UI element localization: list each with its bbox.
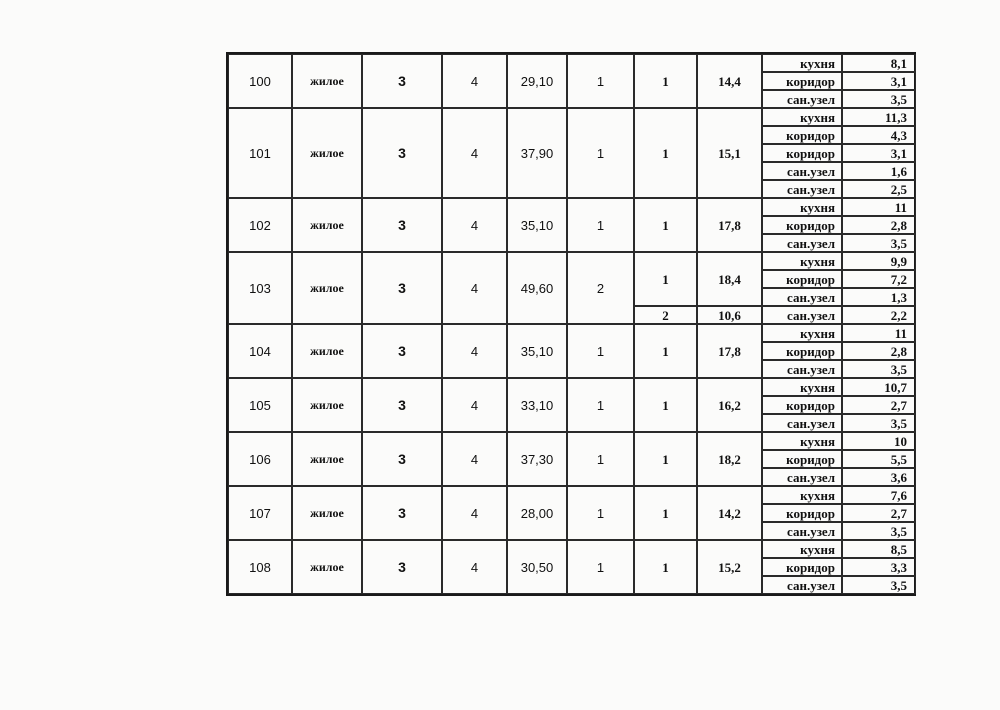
living-room-area-text: 10,6: [718, 307, 741, 323]
aux-room-name: [762, 432, 842, 450]
aux-room-name: [762, 396, 842, 414]
aux-room-name: [762, 252, 842, 270]
aux-room-name: [762, 162, 842, 180]
floor-number-text: 3: [398, 397, 406, 413]
column-4-value-text: 4: [470, 343, 479, 359]
aux-room-area: [842, 126, 916, 144]
aux-room-name: [762, 324, 842, 342]
living-room-index-text: 1: [662, 271, 669, 287]
aux-room-name-text: коридор: [786, 127, 835, 143]
aux-room-area: [842, 144, 916, 162]
aux-room-name: [762, 342, 842, 360]
apartment-type-text: жилое: [310, 560, 344, 574]
total-area-text: 49,60: [520, 280, 554, 296]
aux-room-name: [762, 378, 842, 396]
column-4-value-text: 4: [470, 73, 479, 89]
aux-room-area-text: 3,5: [890, 577, 907, 593]
living-room-index: [634, 486, 697, 540]
aux-room-name: [762, 576, 842, 594]
aux-room-name: [762, 504, 842, 522]
living-room-area: [697, 486, 762, 540]
apartment-type-text: жилое: [310, 452, 344, 466]
aux-room-name: [762, 450, 842, 468]
column-4-value-text: 4: [470, 280, 479, 296]
living-room-index: [634, 306, 697, 324]
aux-room-name-text: сан.узел: [787, 181, 835, 197]
aux-room-name-text: кухня: [800, 325, 835, 341]
aux-room-name: [762, 144, 842, 162]
apartment-number-text: 100: [249, 73, 271, 89]
floor-number: [362, 324, 442, 378]
aux-room-name: [762, 288, 842, 306]
living-room-index: [634, 378, 697, 432]
column-4-value-text: 4: [470, 559, 479, 575]
aux-room-area-text: 5,5: [890, 451, 907, 467]
apartment-number-text: 106: [249, 451, 271, 467]
total-area-text: 28,00: [520, 505, 554, 521]
total-area: [507, 54, 567, 108]
column-4-value-text: 4: [470, 451, 479, 467]
aux-room-name: [762, 360, 842, 378]
aux-room-area: [842, 558, 916, 576]
total-area-text: 29,10: [520, 73, 554, 89]
living-room-area-text: 17,8: [718, 217, 741, 233]
aux-room-area: [842, 504, 916, 522]
living-room-index: [634, 54, 697, 108]
apartment-type-text: жилое: [310, 146, 344, 160]
aux-room-name-text: сан.узел: [787, 523, 835, 539]
room-count-text: 1: [596, 217, 605, 233]
total-area: [507, 324, 567, 378]
apartments-table: [226, 52, 916, 596]
apartment-type-text: жилое: [310, 344, 344, 358]
floor-number: [362, 252, 442, 324]
aux-room-area: [842, 396, 916, 414]
apartment-type-text: жилое: [310, 281, 344, 295]
aux-room-area: [842, 108, 916, 126]
aux-room-area: [842, 378, 916, 396]
aux-room-area-text: 3,1: [890, 145, 907, 161]
aux-room-name-text: кухня: [800, 253, 835, 269]
apartment-number: [228, 252, 292, 324]
living-room-index-text: 1: [662, 343, 669, 359]
aux-room-area: [842, 252, 916, 270]
living-room-area: [697, 54, 762, 108]
column-4-value: [442, 108, 507, 198]
room-count: [567, 252, 634, 324]
living-room-index: [634, 324, 697, 378]
aux-room-name-text: кухня: [800, 379, 835, 395]
aux-room-area: [842, 216, 916, 234]
aux-room-area: [842, 72, 916, 90]
aux-room-area-text: 2,7: [890, 397, 907, 413]
living-room-index-text: 2: [662, 307, 669, 323]
column-4-value: [442, 54, 507, 108]
aux-room-name: [762, 414, 842, 432]
column-4-value-text: 4: [470, 145, 479, 161]
aux-room-name: [762, 126, 842, 144]
aux-room-name-text: сан.узел: [787, 577, 835, 593]
aux-room-name-text: коридор: [786, 397, 835, 413]
living-room-area-text: 15,2: [718, 559, 741, 575]
room-count: [567, 198, 634, 252]
living-room-area: [697, 540, 762, 594]
apartment-type: [292, 432, 362, 486]
floor-number-text: 3: [398, 559, 406, 575]
apartment-number-text: 107: [249, 505, 271, 521]
aux-room-area-text: 3,3: [890, 559, 907, 575]
aux-room-name: [762, 198, 842, 216]
room-count-text: 2: [596, 280, 605, 296]
aux-room-area-text: 3,5: [890, 91, 907, 107]
apartment-type: [292, 54, 362, 108]
aux-room-area: [842, 198, 916, 216]
floor-number: [362, 198, 442, 252]
living-room-index-text: 1: [662, 451, 669, 467]
aux-room-area-text: 3,1: [890, 73, 907, 89]
apartment-number-text: 103: [249, 280, 271, 296]
apartment-type: [292, 252, 362, 324]
column-4-value: [442, 378, 507, 432]
living-room-area-text: 15,1: [718, 145, 741, 161]
apartment-number-text: 101: [249, 145, 271, 161]
room-count: [567, 486, 634, 540]
column-4-value: [442, 432, 507, 486]
aux-room-name-text: сан.узел: [787, 415, 835, 431]
room-count-text: 1: [596, 73, 605, 89]
room-count-text: 1: [596, 343, 605, 359]
living-room-area-text: 18,2: [718, 451, 741, 467]
aux-room-area: [842, 576, 916, 594]
aux-room-area: [842, 522, 916, 540]
aux-room-name-text: кухня: [800, 433, 835, 449]
aux-room-area-text: 10: [894, 433, 907, 449]
aux-room-area-text: 3,6: [890, 469, 907, 485]
column-4-value-text: 4: [470, 397, 479, 413]
apartment-type-text: жилое: [310, 506, 344, 520]
aux-room-area-text: 2,7: [890, 505, 907, 521]
aux-room-name: [762, 522, 842, 540]
aux-room-area-text: 3,5: [890, 235, 907, 251]
living-room-index-text: 1: [662, 73, 669, 89]
aux-room-name-text: сан.узел: [787, 307, 835, 323]
aux-room-name-text: коридор: [786, 559, 835, 575]
aux-room-area: [842, 540, 916, 558]
total-area-text: 35,10: [520, 217, 554, 233]
aux-room-name-text: коридор: [786, 73, 835, 89]
living-room-area-text: 14,2: [718, 505, 741, 521]
apartment-number-text: 105: [249, 397, 271, 413]
apartment-number: [228, 540, 292, 594]
aux-room-name-text: сан.узел: [787, 361, 835, 377]
total-area: [507, 486, 567, 540]
aux-room-area: [842, 324, 916, 342]
living-room-area-text: 14,4: [718, 73, 741, 89]
aux-room-name: [762, 234, 842, 252]
aux-room-name-text: коридор: [786, 451, 835, 467]
aux-room-name-text: сан.узел: [787, 289, 835, 305]
aux-room-name: [762, 270, 842, 288]
room-count-text: 1: [596, 397, 605, 413]
apartment-number: [228, 108, 292, 198]
column-4-value: [442, 252, 507, 324]
living-room-area: [697, 198, 762, 252]
aux-room-area: [842, 90, 916, 108]
total-area: [507, 432, 567, 486]
column-4-value: [442, 198, 507, 252]
aux-room-name-text: сан.узел: [787, 235, 835, 251]
total-area: [507, 378, 567, 432]
room-count: [567, 540, 634, 594]
aux-room-area-text: 7,6: [890, 487, 907, 503]
living-room-index-text: 1: [662, 145, 669, 161]
aux-room-name-text: сан.узел: [787, 163, 835, 179]
aux-room-name: [762, 306, 842, 324]
aux-room-name: [762, 54, 842, 72]
aux-room-area: [842, 342, 916, 360]
aux-room-name-text: кухня: [800, 199, 835, 215]
column-4-value-text: 4: [470, 217, 479, 233]
column-4-value: [442, 486, 507, 540]
aux-room-name-text: коридор: [786, 343, 835, 359]
total-area: [507, 198, 567, 252]
floor-number-text: 3: [398, 343, 406, 359]
apartment-type: [292, 198, 362, 252]
living-room-index: [634, 108, 697, 198]
aux-room-area: [842, 288, 916, 306]
total-area: [507, 108, 567, 198]
room-count-text: 1: [596, 145, 605, 161]
living-room-area: [697, 108, 762, 198]
room-count: [567, 108, 634, 198]
aux-room-name: [762, 486, 842, 504]
room-count: [567, 378, 634, 432]
total-area-text: 35,10: [520, 343, 554, 359]
living-room-area-text: 17,8: [718, 343, 741, 359]
floor-number-text: 3: [398, 145, 406, 161]
aux-room-name: [762, 108, 842, 126]
aux-room-area-text: 4,3: [890, 127, 907, 143]
aux-room-area-text: 11,3: [884, 109, 907, 125]
aux-room-name: [762, 540, 842, 558]
column-4-value-text: 4: [470, 505, 479, 521]
aux-room-area: [842, 306, 916, 324]
aux-room-area-text: 3,5: [890, 523, 907, 539]
living-room-area-text: 18,4: [718, 271, 741, 287]
living-room-index: [634, 198, 697, 252]
apartment-number: [228, 432, 292, 486]
apartment-type-text: жилое: [310, 74, 344, 88]
aux-room-name: [762, 558, 842, 576]
aux-room-area-text: 9,9: [890, 253, 907, 269]
aux-room-name: [762, 468, 842, 486]
living-room-index: [634, 252, 697, 306]
floor-number-text: 3: [398, 217, 406, 233]
aux-room-area: [842, 450, 916, 468]
living-room-index-text: 1: [662, 397, 669, 413]
floor-number: [362, 432, 442, 486]
aux-room-area: [842, 414, 916, 432]
floor-number: [362, 540, 442, 594]
room-count: [567, 54, 634, 108]
apartment-type: [292, 324, 362, 378]
aux-room-name-text: кухня: [800, 55, 835, 71]
aux-room-area-text: 3,5: [890, 361, 907, 377]
aux-room-name-text: кухня: [800, 487, 835, 503]
aux-room-name-text: коридор: [786, 217, 835, 233]
aux-room-name-text: кухня: [800, 541, 835, 557]
floor-number: [362, 54, 442, 108]
floor-number-text: 3: [398, 505, 406, 521]
living-room-area: [697, 378, 762, 432]
apartment-type: [292, 108, 362, 198]
aux-room-name: [762, 216, 842, 234]
apartment-type: [292, 378, 362, 432]
aux-room-name-text: сан.узел: [787, 91, 835, 107]
total-area: [507, 540, 567, 594]
aux-room-area-text: 8,5: [890, 541, 907, 557]
aux-room-area-text: 2,8: [890, 217, 907, 233]
room-count-text: 1: [596, 559, 605, 575]
aux-room-area-text: 8,1: [890, 55, 907, 71]
aux-room-area: [842, 162, 916, 180]
room-count-text: 1: [596, 451, 605, 467]
aux-room-area: [842, 180, 916, 198]
aux-room-name: [762, 90, 842, 108]
total-area-text: 37,90: [520, 145, 554, 161]
floor-number-text: 3: [398, 451, 406, 467]
living-room-area: [697, 252, 762, 306]
aux-room-area-text: 11: [894, 325, 907, 341]
aux-room-area-text: 2,5: [890, 181, 907, 197]
apartment-number: [228, 198, 292, 252]
total-area-text: 37,30: [520, 451, 554, 467]
living-room-index-text: 1: [662, 505, 669, 521]
aux-room-area-text: 3,5: [890, 415, 907, 431]
aux-room-name-text: коридор: [786, 145, 835, 161]
total-area-text: 33,10: [520, 397, 554, 413]
column-4-value: [442, 324, 507, 378]
apartment-type-text: жилое: [310, 398, 344, 412]
aux-room-area-text: 10,7: [884, 379, 907, 395]
apartment-number: [228, 324, 292, 378]
aux-room-area-text: 1,6: [890, 163, 907, 179]
total-area-text: 30,50: [520, 559, 554, 575]
total-area: [507, 252, 567, 324]
aux-room-area-text: 7,2: [890, 271, 907, 287]
apartment-type: [292, 486, 362, 540]
living-room-index-text: 1: [662, 217, 669, 233]
floor-number-text: 3: [398, 280, 406, 296]
aux-room-name-text: коридор: [786, 271, 835, 287]
living-room-area: [697, 306, 762, 324]
apartment-number-text: 108: [249, 559, 271, 575]
room-count: [567, 432, 634, 486]
aux-room-area-text: 11: [894, 199, 907, 215]
floor-number: [362, 108, 442, 198]
apartment-number: [228, 486, 292, 540]
aux-room-name: [762, 180, 842, 198]
apartment-number-text: 104: [249, 343, 271, 359]
apartment-type-text: жилое: [310, 218, 344, 232]
floor-number: [362, 486, 442, 540]
living-room-area: [697, 324, 762, 378]
living-room-area: [697, 432, 762, 486]
aux-room-area: [842, 360, 916, 378]
apartment-number: [228, 378, 292, 432]
living-room-index: [634, 432, 697, 486]
aux-room-area: [842, 270, 916, 288]
living-room-area-text: 16,2: [718, 397, 741, 413]
apartment-number: [228, 54, 292, 108]
apartment-type: [292, 540, 362, 594]
aux-room-area-text: 2,2: [890, 307, 907, 323]
floor-number: [362, 378, 442, 432]
aux-room-area: [842, 234, 916, 252]
living-room-index: [634, 540, 697, 594]
aux-room-name: [762, 72, 842, 90]
aux-room-area: [842, 432, 916, 450]
aux-room-name-text: кухня: [800, 109, 835, 125]
room-count-text: 1: [596, 505, 605, 521]
aux-room-area: [842, 54, 916, 72]
living-room-index-text: 1: [662, 559, 669, 575]
aux-room-area-text: 2,8: [890, 343, 907, 359]
aux-room-name-text: сан.узел: [787, 469, 835, 485]
aux-room-area: [842, 486, 916, 504]
apartment-number-text: 102: [249, 217, 271, 233]
aux-room-area: [842, 468, 916, 486]
aux-room-name-text: коридор: [786, 505, 835, 521]
aux-room-area-text: 1,3: [890, 289, 907, 305]
floor-number-text: 3: [398, 73, 406, 89]
room-count: [567, 324, 634, 378]
column-4-value: [442, 540, 507, 594]
